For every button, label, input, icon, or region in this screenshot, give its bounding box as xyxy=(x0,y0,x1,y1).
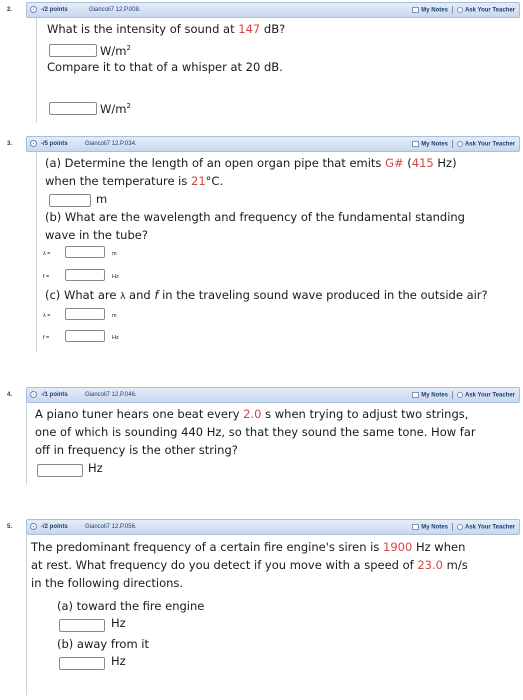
question-5-header xyxy=(7,519,520,535)
question-status-icon xyxy=(30,140,37,147)
f-label: f = xyxy=(43,274,50,280)
answer-input-wavelength-air[interactable] xyxy=(65,308,105,320)
answer-input-intensity[interactable] xyxy=(49,44,97,57)
ask-teacher-button[interactable]: Ask Your Teacher xyxy=(457,392,515,399)
answer-input-frequency[interactable] xyxy=(65,269,105,281)
points-label: -/5 points xyxy=(41,141,68,147)
my-notes-button[interactable]: My Notes xyxy=(412,524,448,531)
question-2-header xyxy=(7,2,520,18)
question-status-icon xyxy=(30,523,37,530)
answer-input-wavelength[interactable] xyxy=(65,246,105,258)
question-5-body xyxy=(26,535,521,695)
divider xyxy=(452,391,453,399)
unit-label: m xyxy=(112,251,117,257)
answer-input-whisper[interactable] xyxy=(49,102,97,115)
answer-input-pipe-length[interactable] xyxy=(49,194,91,207)
question-text: What is the intensity of sound at 147 dB? xyxy=(47,22,286,36)
part-c-text: (c) What are λ and f in the traveling sound wave produced in the outside air? xyxy=(45,288,488,302)
ask-icon xyxy=(457,392,463,398)
notes-icon xyxy=(412,524,419,530)
points-label: -/1 points xyxy=(41,392,68,398)
question-number: 5. xyxy=(7,524,13,530)
notes-icon xyxy=(412,141,419,147)
problem-reference: Giancoli7 12.P.046. xyxy=(85,392,137,398)
notes-icon xyxy=(412,392,419,398)
unit-label: Hz xyxy=(111,616,126,630)
question-number: 4. xyxy=(7,392,13,398)
answer-input-away[interactable] xyxy=(59,657,105,670)
ask-teacher-button[interactable]: Ask Your Teacher xyxy=(457,141,515,148)
unit-label: Hz xyxy=(111,654,126,668)
answer-input-frequency-air[interactable] xyxy=(65,330,105,342)
unit-label: $W/m^2$ xyxy=(100,101,131,116)
header-buttons xyxy=(412,6,515,14)
unit-label: Hz xyxy=(112,335,119,341)
part-a-text-line2: when the temperature is 21°C. xyxy=(45,174,224,188)
given-temperature: 21 xyxy=(191,174,206,188)
question-4-header xyxy=(7,387,520,403)
ask-teacher-button[interactable]: Ask Your Teacher xyxy=(457,524,515,531)
part-b-label: (b) away from it xyxy=(57,637,150,651)
question-text-line3: in the following directions. xyxy=(31,576,184,590)
part-a-text: (a) Determine the length of an open organ pipe that emits G# (415 Hz) xyxy=(45,156,457,170)
question-text: A piano tuner hears one beat every 2.0 s when trying to adjust two strings, xyxy=(35,407,469,421)
part-b-text: (b) What are the wavelength and frequency of the fundamental standing xyxy=(45,210,465,224)
answer-input-toward[interactable] xyxy=(59,619,105,632)
my-notes-button[interactable]: My Notes xyxy=(412,141,448,148)
question-2-body xyxy=(36,18,521,123)
notes-icon xyxy=(412,7,419,13)
unit-label: Hz xyxy=(112,274,119,280)
given-siren-frequency: 1900 xyxy=(383,540,413,554)
given-intensity-db: 147 xyxy=(238,22,261,36)
points-label: -/2 points xyxy=(41,7,68,13)
part-a-label: (a) toward the fire engine xyxy=(57,599,205,613)
my-notes-button[interactable]: My Notes xyxy=(412,392,448,399)
unit-label: $W/m^2$ xyxy=(100,43,131,58)
problem-reference: Giancoli7 12.P.008. xyxy=(89,7,141,13)
divider xyxy=(452,523,453,531)
question-3-header xyxy=(7,136,520,152)
points-label: -/2 points xyxy=(41,524,68,530)
header-buttons xyxy=(412,140,515,148)
f-label: f = xyxy=(43,335,50,341)
unit-label: m xyxy=(96,192,108,206)
given-beat-period: 2.0 xyxy=(243,407,262,421)
question-number: 2. xyxy=(7,7,13,13)
ask-icon xyxy=(457,141,463,147)
header-buttons xyxy=(412,523,515,531)
question-text-line2: one of which is sounding 440 Hz, so that they sound the same tone. How far xyxy=(35,425,476,439)
lambda-label: λ = xyxy=(43,313,51,319)
divider xyxy=(452,140,453,148)
question-status-icon xyxy=(30,391,37,398)
ask-icon xyxy=(457,524,463,530)
lambda-label: λ = xyxy=(43,251,51,257)
divider xyxy=(452,6,453,14)
my-notes-button[interactable]: My Notes xyxy=(412,7,448,14)
given-frequency: 415 xyxy=(411,156,434,170)
question-3-body xyxy=(36,152,521,352)
given-note: G# xyxy=(385,156,404,170)
problem-reference: Giancoli7 12.P.034. xyxy=(85,141,137,147)
question-text: The predominant frequency of a certain fire engine's siren is 1900 Hz when xyxy=(31,540,466,554)
question-text-line2: at rest. What frequency do you detect if you move with a speed of 23.0 m/s xyxy=(31,558,468,572)
ask-icon xyxy=(457,7,463,13)
unit-label: m xyxy=(112,313,117,319)
given-speed: 23.0 xyxy=(417,558,443,572)
question-4-body xyxy=(26,403,521,485)
question-status-icon xyxy=(30,6,37,13)
question-number: 3. xyxy=(7,141,13,147)
question-text-line3: off in frequency is the other string? xyxy=(35,443,238,457)
unit-label: Hz xyxy=(88,461,103,475)
ask-teacher-button[interactable]: Ask Your Teacher xyxy=(457,7,515,14)
compare-text: Compare it to that of a whisper at 20 dB. xyxy=(47,60,283,74)
header-buttons xyxy=(412,391,515,399)
part-b-text-line2: wave in the tube? xyxy=(45,228,148,242)
answer-input-frequency-offset[interactable] xyxy=(37,464,83,477)
problem-reference: Giancoli7 12.P.056. xyxy=(85,524,137,530)
